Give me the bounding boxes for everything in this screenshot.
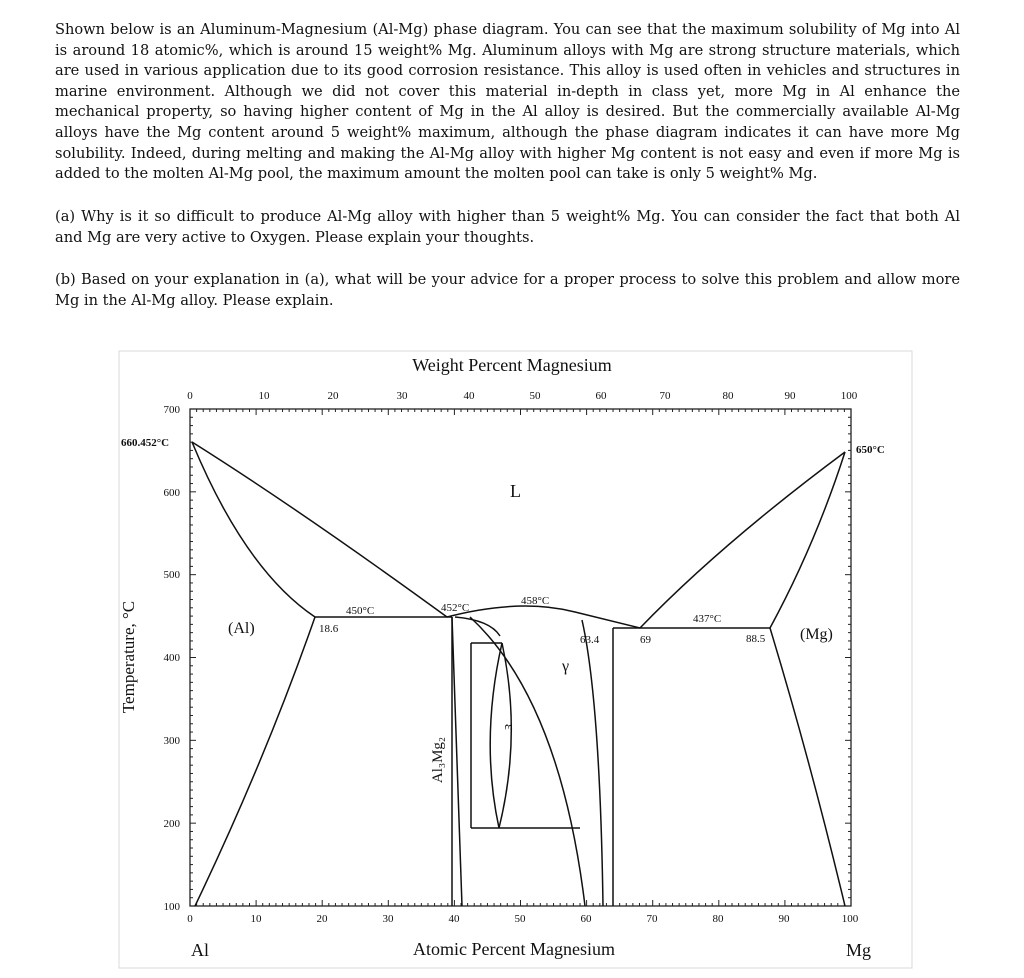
top-tick-10: 10 — [258, 390, 270, 402]
solvus-mg — [770, 628, 845, 906]
element-al: Al — [191, 940, 209, 960]
bottom-tick-40: 40 — [448, 913, 460, 925]
beta-peritectic-temp: 452°C — [441, 602, 470, 614]
bottom-tick-10: 10 — [250, 913, 262, 925]
mg-phase-label: (Mg) — [800, 626, 833, 643]
problem-intro: Shown below is an Aluminum-Magnesium (Al-Mg) phase diagram. You can see that the maximum solubility of Mg into Al is around 18 atomic%, which is around 15 weight% Mg. Aluminum alloys with Mg are strong structure materials, which are used in various application due to its good corrosion resistance. This alloy is used often in vehicles and structures in marine environment. Although we did not cover this material in-depth in class yet, more Mg in Al enhance the mechanical property, so having higher content of Mg in the Al alloy is desired. But the commercially available Al-Mg alloys have the Mg content around 5 weight% maximum, although the phase diagram indicates it can have more Mg solubility. Indeed, during melting and making the Al-Mg alloy with higher Mg content is not easy and even if more Mg is added to the molten Al-Mg pool, the maximum amount the molten pool can take is only 5 weight% Mg. — [55, 21, 960, 183]
y-tick-100: 100 — [163, 901, 180, 913]
top-tick-60: 60 — [595, 390, 607, 402]
beta-label: Al₃Mg₂ — [430, 736, 446, 784]
bottom-tick-90: 90 — [778, 913, 790, 925]
bottom-tick-0: 0 — [187, 913, 193, 925]
top-tick-0: 0 — [187, 390, 193, 402]
top-tick-80: 80 — [722, 390, 734, 402]
phase-boundaries — [192, 442, 845, 906]
bottom-axis-title: Atomic Percent Magnesium — [413, 939, 615, 959]
y-tick-500: 500 — [163, 569, 180, 581]
al-melting-label: 660.452°C — [121, 437, 170, 449]
liquid-label: L — [510, 481, 521, 501]
top-tick-20: 20 — [327, 390, 339, 402]
solvus-al — [195, 617, 315, 906]
bottom-tick-30: 30 — [382, 913, 394, 925]
bottom-tick-50: 50 — [514, 913, 526, 925]
y-tick-600: 600 — [163, 487, 180, 499]
element-mg: Mg — [846, 940, 872, 960]
bottom-tick-70: 70 — [646, 913, 658, 925]
top-tick-70: 70 — [659, 390, 671, 402]
epsilon-label: ε — [501, 724, 516, 730]
liquidus-right — [640, 452, 845, 628]
phase-diagram — [118, 350, 913, 970]
y-tick-300: 300 — [163, 735, 180, 747]
figure-frame — [119, 351, 912, 968]
gamma-liquidus — [447, 606, 640, 628]
mg-solvus-comp: 88.5 — [746, 633, 766, 645]
gamma-max-temp: 458°C — [521, 595, 550, 607]
question-b: (b) Based on your explanation in (a), what will be your advice for a proper process to solve this problem and allow more Mg in the Al-Mg alloy. Please explain. — [55, 271, 960, 309]
y-tick-200: 200 — [163, 818, 180, 830]
eutectic-right-comp: 69 — [640, 634, 651, 646]
gamma-mg-boundary — [582, 620, 603, 906]
y-axis-title: Temperature, °C — [119, 600, 138, 714]
al-phase-label: (Al) — [228, 620, 255, 637]
top-axis-title: Weight Percent Magnesium — [412, 355, 612, 375]
top-tick-50: 50 — [529, 390, 541, 402]
bottom-tick-20: 20 — [316, 913, 328, 925]
liquidus-left — [192, 442, 447, 617]
top-tick-30: 30 — [396, 390, 408, 402]
question-a: (a) Why is it so difficult to produce Al-Mg alloy with higher than 5 weight% Mg. You can consider the fact that both Al and Mg are very active to Oxygen. Please explain your thoughts. — [55, 208, 960, 246]
top-tick-100: 100 — [840, 390, 858, 402]
solidus-mg — [770, 452, 845, 628]
epsilon-lens-right — [499, 643, 511, 828]
bottom-tick-60: 60 — [580, 913, 592, 925]
epsilon-lens-left — [490, 643, 502, 828]
bottom-tick-80: 80 — [712, 913, 724, 925]
top-tick-40: 40 — [463, 390, 475, 402]
gamma-label: γ — [562, 658, 570, 675]
mg-melting-label: 650°C — [856, 444, 885, 456]
y-tick-400: 400 — [163, 652, 180, 664]
solidus-al — [192, 442, 315, 617]
beta-right-boundary — [452, 617, 462, 906]
bottom-tick-100: 100 — [841, 913, 859, 925]
eutectic-left-comp: 18.6 — [319, 623, 339, 635]
top-tick-90: 90 — [784, 390, 796, 402]
eutectic-right-temp: 437°C — [693, 613, 722, 625]
eutectic-left-temp: 450°C — [346, 605, 375, 617]
y-tick-700: 700 — [163, 404, 180, 416]
gamma-limit-comp: 63.4 — [580, 634, 600, 646]
gamma-left-boundary — [455, 617, 500, 636]
